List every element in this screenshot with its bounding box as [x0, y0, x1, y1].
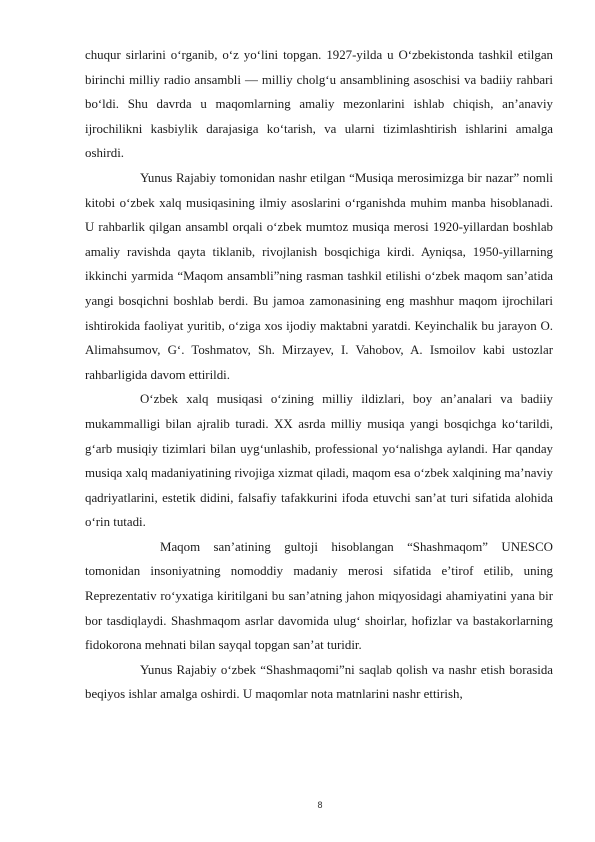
- body-text: [85, 43, 553, 707]
- paragraph-rajabiy-shashmaqom: Yunus Rajabiy o‘zbek “Shashmaqomi”ni saqlab qolish va nashr etish borasida beqiyos ishlar amalga oshirdi. U maqomlar nota matnlarini nashr ettirish,: [85, 662, 553, 702]
- paragraph-continuation: chuqur sirlarini o‘rganib, o‘z yo‘lini topgan. 1927-yilda u O‘zbekistonda tashkil etilgan birinchi milliy radio ansambli — milliy cholg‘u ansamblining asoschisi va badiiy rahbari bo‘ldi. Shu davrda u maqomlarning amaliy mezonlarini ishlab chiqish, an’anaviy ijrochilikni kasbiylik darajasiga ko‘tarish, va ularni tizimlashtirish ishlarini amalga oshirdi.: [85, 48, 553, 161]
- paragraph-rajabiy-book: Yunus Rajabiy tomonidan nashr etilgan “Musiqa merosimizga bir nazar” nomli kitobi o‘zbek xalq musiqasining ilmiy asoslarini o‘rganishda muhim manba hisoblanadi. U rahbarlik qilgan ansambl orqali o‘zbek mumtoz musiqa merosi 1920-yillardan boshlab amaliy ravishda qayta tiklanib, rivojlanish bosqichiga kirdi. Ayniqsa, 1950-yillarning ikkinchi yarmida “Maqom ansambli”ning rasman tashkil etilishi o‘zbek maqom san’atida yangi bosqichni boshlab berdi. Bu jamoa zamonasining eng mashhur maqom ijrochilari ishtirokida faoliyat yuritib, o‘ziga xos ijodiy maktabni yaratdi. Keyinchalik bu jarayon O. Alimahsumov, G‘. Toshmatov, Sh. Mirzayev, I. Vahobov, A. Ismoilov kabi ustozlar rahbarligida davom ettirildi.: [85, 170, 553, 382]
- paragraph-shashmaqom-unesco: Maqom san’atining gultoji hisoblangan “Shashmaqom” UNESCO tomonidan insoniyatning nomoddiy madaniy merosi sifatida e’tirof etilib, uning Reprezentativ ro‘yxatiga kiritilgani bu san’atning jahon miqyosidagi ahamiyatini yana bir bor tasdiqlaydi. Shashmaqom asrlar davomida ulug‘ shoirlar, hofizlar va bastakorlarning fidokorona mehnati bilan sayqal topgan san’at turidir.: [85, 539, 553, 653]
- paragraph-uzbek-folk-music: O‘zbek xalq musiqasi o‘zining milliy ildizlari, boy an’analari va badiiy mukammalligi bilan ajralib turadi. XX asrda milliy musiqa yangi bosqichga ko‘tarildi, g‘arb musiqiy tizimlari bilan uyg‘unlashib, professional yo‘nalishga aylandi. Har qanday musiqa xalq madaniyatining rivojiga xizmat qiladi, maqom esa o‘zbek xalqining ma’naviy qadriyatlarini, estetik didini, falsafiy tafakkurini ifoda etuvchi san’at turi sifatida alohida o‘rin tutadi.: [85, 392, 553, 530]
- page-number: 8: [317, 800, 323, 810]
